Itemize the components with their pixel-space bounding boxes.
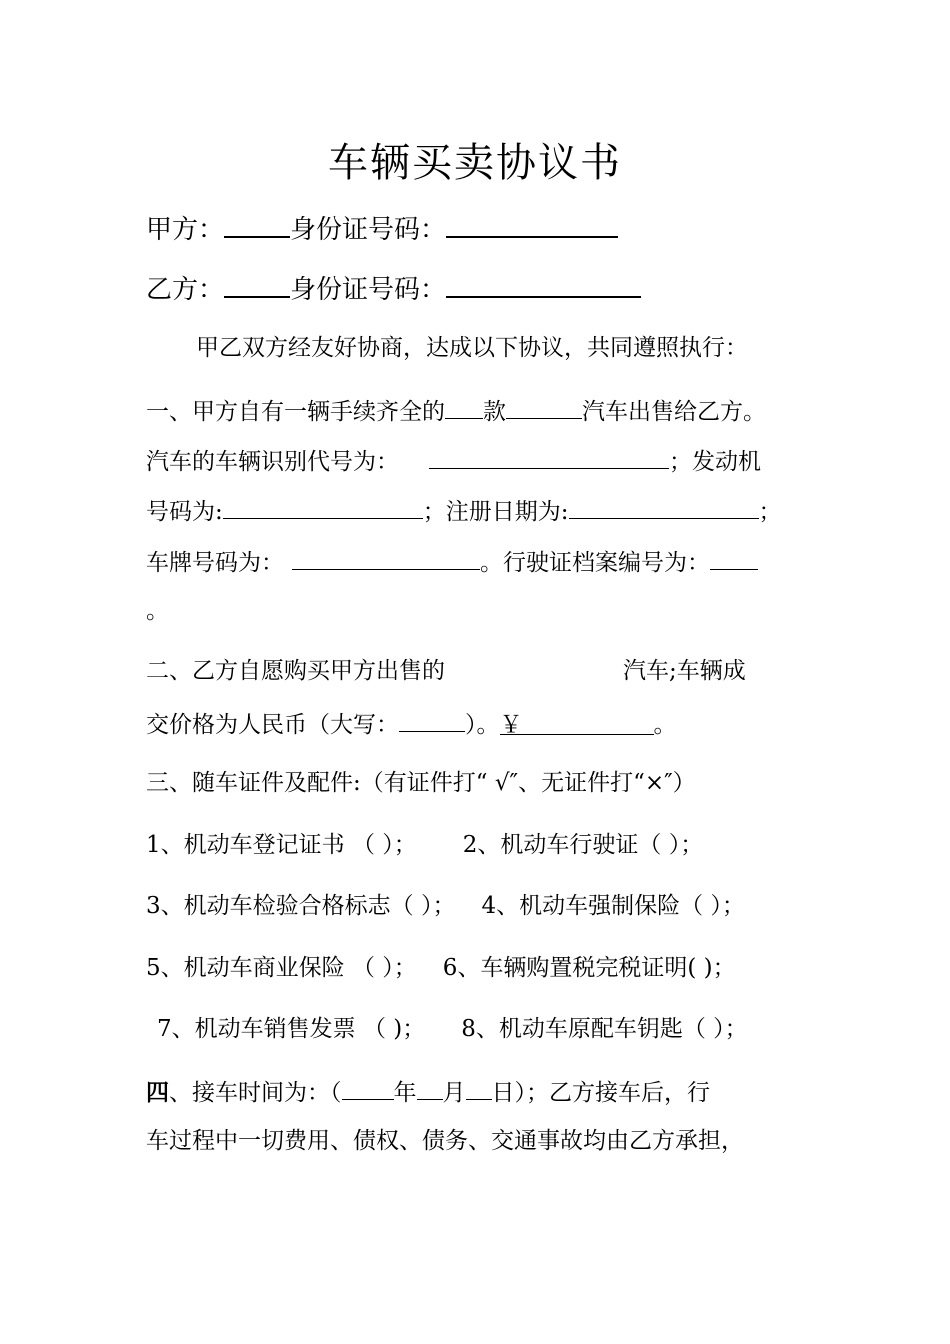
- day-blank: [466, 1075, 492, 1100]
- year-label: 年: [393, 1080, 417, 1106]
- item-compulsory-insurance: 4、机动车强制保险（ ）；: [481, 893, 745, 919]
- clause4-line1: [146, 1075, 710, 1108]
- party-a-id-blank: [446, 210, 618, 238]
- day-label-and-text: 日）；乙方接车后，行: [491, 1080, 710, 1106]
- clause3-row1: [146, 830, 703, 860]
- document-title: 车辆买卖协议书: [328, 140, 622, 186]
- item-driving-license: 2、机动车行驶证（ ）；: [462, 832, 704, 858]
- clause3-heading: 三、随车证件及配件:（有证件打“ √″、无证件打“×″）: [146, 770, 696, 796]
- clause1-text-a: 一、甲方自有一辆手续齐全的: [146, 399, 445, 425]
- clause3-row3: [146, 953, 736, 983]
- clause1-line4: [146, 545, 758, 578]
- month-blank: [417, 1075, 443, 1100]
- party-b-id-blank: [446, 270, 641, 298]
- clause2-text-a: 二、乙方自愿购买甲方出售的: [146, 658, 445, 684]
- price-close: ）。: [465, 712, 500, 738]
- party-b-id-label: 身份证号码：: [290, 275, 447, 305]
- item-sales-invoice: 7、机动车销售发票 （ )；: [157, 1016, 426, 1042]
- clause1-line1: [146, 394, 766, 427]
- clause2-line1: [146, 656, 746, 686]
- clause1-text-b: 款: [483, 399, 506, 425]
- engine-number-label: 号码为:: [146, 499, 223, 525]
- party-a-name-blank: [224, 210, 290, 238]
- item-inspection-mark: 3、机动车检验合格标志（ ）；: [146, 893, 456, 919]
- license-file-blank: [710, 545, 758, 570]
- plate-blank: [292, 545, 480, 570]
- license-file-label: 。行驶证档案编号为：: [480, 550, 710, 576]
- party-b-line: [146, 270, 641, 305]
- party-b-name-blank: [224, 270, 290, 298]
- clause1-line2: [146, 444, 761, 477]
- plate-label: 车牌号码为：: [146, 550, 284, 576]
- clause4-number: 四: [146, 1079, 169, 1106]
- year-blank: [342, 1075, 394, 1100]
- clause3-row4: [157, 1014, 748, 1044]
- vin-blank: [429, 444, 669, 469]
- month-label: 月: [442, 1080, 466, 1106]
- clause2-text-b: 汽车;车辆成: [623, 658, 746, 684]
- party-a-label: 甲方：: [146, 215, 225, 245]
- clause1-line5: 。: [146, 598, 169, 624]
- item-original-keys: 8、机动车原配车钥匙（ ）；: [461, 1016, 748, 1042]
- item-purchase-tax-certificate: 6、车辆购置税完税证明( )；: [442, 955, 736, 981]
- handover-label: 、接车时间为：（: [169, 1080, 342, 1106]
- price-number-blank: [499, 710, 654, 738]
- clause3-row2: [146, 891, 745, 921]
- clause1-text-c: 汽车出售给乙方。: [582, 399, 766, 425]
- registration-date-label: ；注册日期为:: [422, 499, 569, 525]
- intro-paragraph: 甲乙双方经友好协商，达成以下协议，共同遵照执行：: [196, 335, 748, 361]
- clause2-line2: [146, 707, 677, 740]
- engine-label-part: ；发动机: [669, 449, 761, 475]
- registration-date-blank: [569, 494, 759, 519]
- clause1-blank-model: [445, 394, 483, 419]
- engine-number-blank: [223, 494, 423, 519]
- item-commercial-insurance: 5、机动车商业保险 （ ）；: [146, 955, 417, 981]
- semicolon: ；: [758, 499, 782, 525]
- period: 。: [653, 712, 677, 738]
- price-label: 交价格为人民币（大写：: [146, 712, 399, 738]
- clause1-blank-brand: [506, 394, 582, 419]
- vin-label: 汽车的车辆识别代号为：: [146, 449, 399, 475]
- price-words-blank: [399, 707, 465, 732]
- party-a-line: [146, 210, 618, 245]
- clause1-line3: [146, 494, 782, 527]
- yen-symbol: ￥: [499, 712, 523, 738]
- party-a-id-label: 身份证号码：: [290, 215, 447, 245]
- item-registration-certificate: 1、机动车登记证书 （ ）；: [146, 832, 417, 858]
- party-b-label: 乙方：: [146, 275, 225, 305]
- clause4-line2: 车过程中一切费用、债权、债务、交通事故均由乙方承担，: [146, 1128, 744, 1154]
